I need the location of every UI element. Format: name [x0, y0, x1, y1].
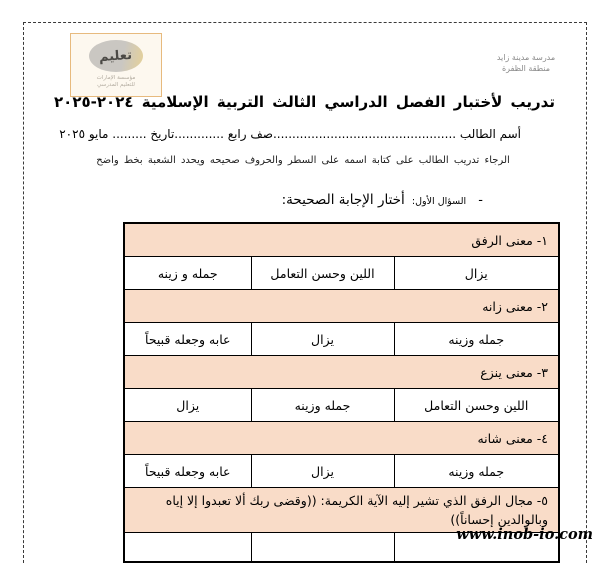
school-name-line2: منطقة الظفرة	[501, 64, 550, 73]
logo-org-text	[97, 75, 136, 88]
question-row	[124, 223, 559, 257]
site-watermark: www.inob-io.com	[456, 526, 593, 543]
question-row	[124, 356, 559, 389]
question-title: ٥- مجال الرفق الذي تشير إليه الآية الكريمة: ((وقضى ربك ألا تعبدوا إلا إياه وبالوالدين إحساناً))	[124, 488, 559, 533]
answer-cell: يزال	[124, 389, 251, 422]
answer-row	[124, 257, 559, 290]
answer-cell: جمله و زينه	[124, 257, 251, 290]
question-title: ٤- معنى شانه	[124, 422, 559, 455]
answer-cell: عابه وجعله قبيحاً	[124, 323, 251, 356]
answer-row	[124, 455, 559, 488]
ministry-logo	[70, 33, 162, 97]
answer-cell: يزال	[394, 257, 559, 290]
instruction-line: الرجاء تدريب الطالب على كتابة اسمه على السطر والحروف صحيحه ويحدد الشعبة بخط واضح	[96, 155, 510, 166]
answer-row	[124, 323, 559, 356]
answer-cell: يزال	[251, 455, 394, 488]
answer-cell	[124, 533, 251, 563]
prompt-label: السؤال الأول:	[411, 196, 467, 207]
question-title: ١- معنى الرفق	[124, 223, 559, 257]
question-row	[124, 290, 559, 323]
question-title: ٢- معنى زانه	[124, 290, 559, 323]
answer-row	[124, 389, 559, 422]
question-title: ٣- معنى ينزع	[124, 356, 559, 389]
school-name-line1: مدرسة مدينة زايد	[496, 53, 556, 62]
prompt-text: أختار الإجابة الصحيحة:	[281, 192, 405, 208]
logo-oval-shape	[89, 40, 143, 72]
question-one-prompt	[282, 192, 483, 208]
answer-cell: جمله وزينه	[394, 455, 559, 488]
answer-cell: جمله وزينه	[251, 389, 394, 422]
school-name-block	[487, 52, 565, 74]
answer-cell: عابه وجعله قبيحاً	[124, 455, 251, 488]
answer-cell: اللين وحسن التعامل	[251, 257, 394, 290]
answer-cell: اللين وحسن التعامل	[394, 389, 559, 422]
student-name-line: أسم الطالب ................................................صف رابع .............تاريخ ......... مايو ٢٠٢٥	[59, 127, 521, 141]
logo-org-line2: للتعليم المدرسي	[97, 81, 135, 88]
answer-cell: يزال	[251, 323, 394, 356]
question-row	[124, 422, 559, 455]
logo-org-line1: مؤسسة الإمارات	[96, 75, 136, 81]
page-title: تدريب لأختبار الفصل الدراسي الثالث التربية الإسلامية ٢٠٢٤-٢٠٢٥	[54, 93, 555, 111]
quiz-table	[123, 222, 560, 563]
answer-cell	[251, 533, 394, 563]
answer-cell: جمله وزينه	[394, 323, 559, 356]
prompt-dash: -	[478, 193, 483, 208]
logo-brand-text: تعليم	[99, 47, 133, 65]
